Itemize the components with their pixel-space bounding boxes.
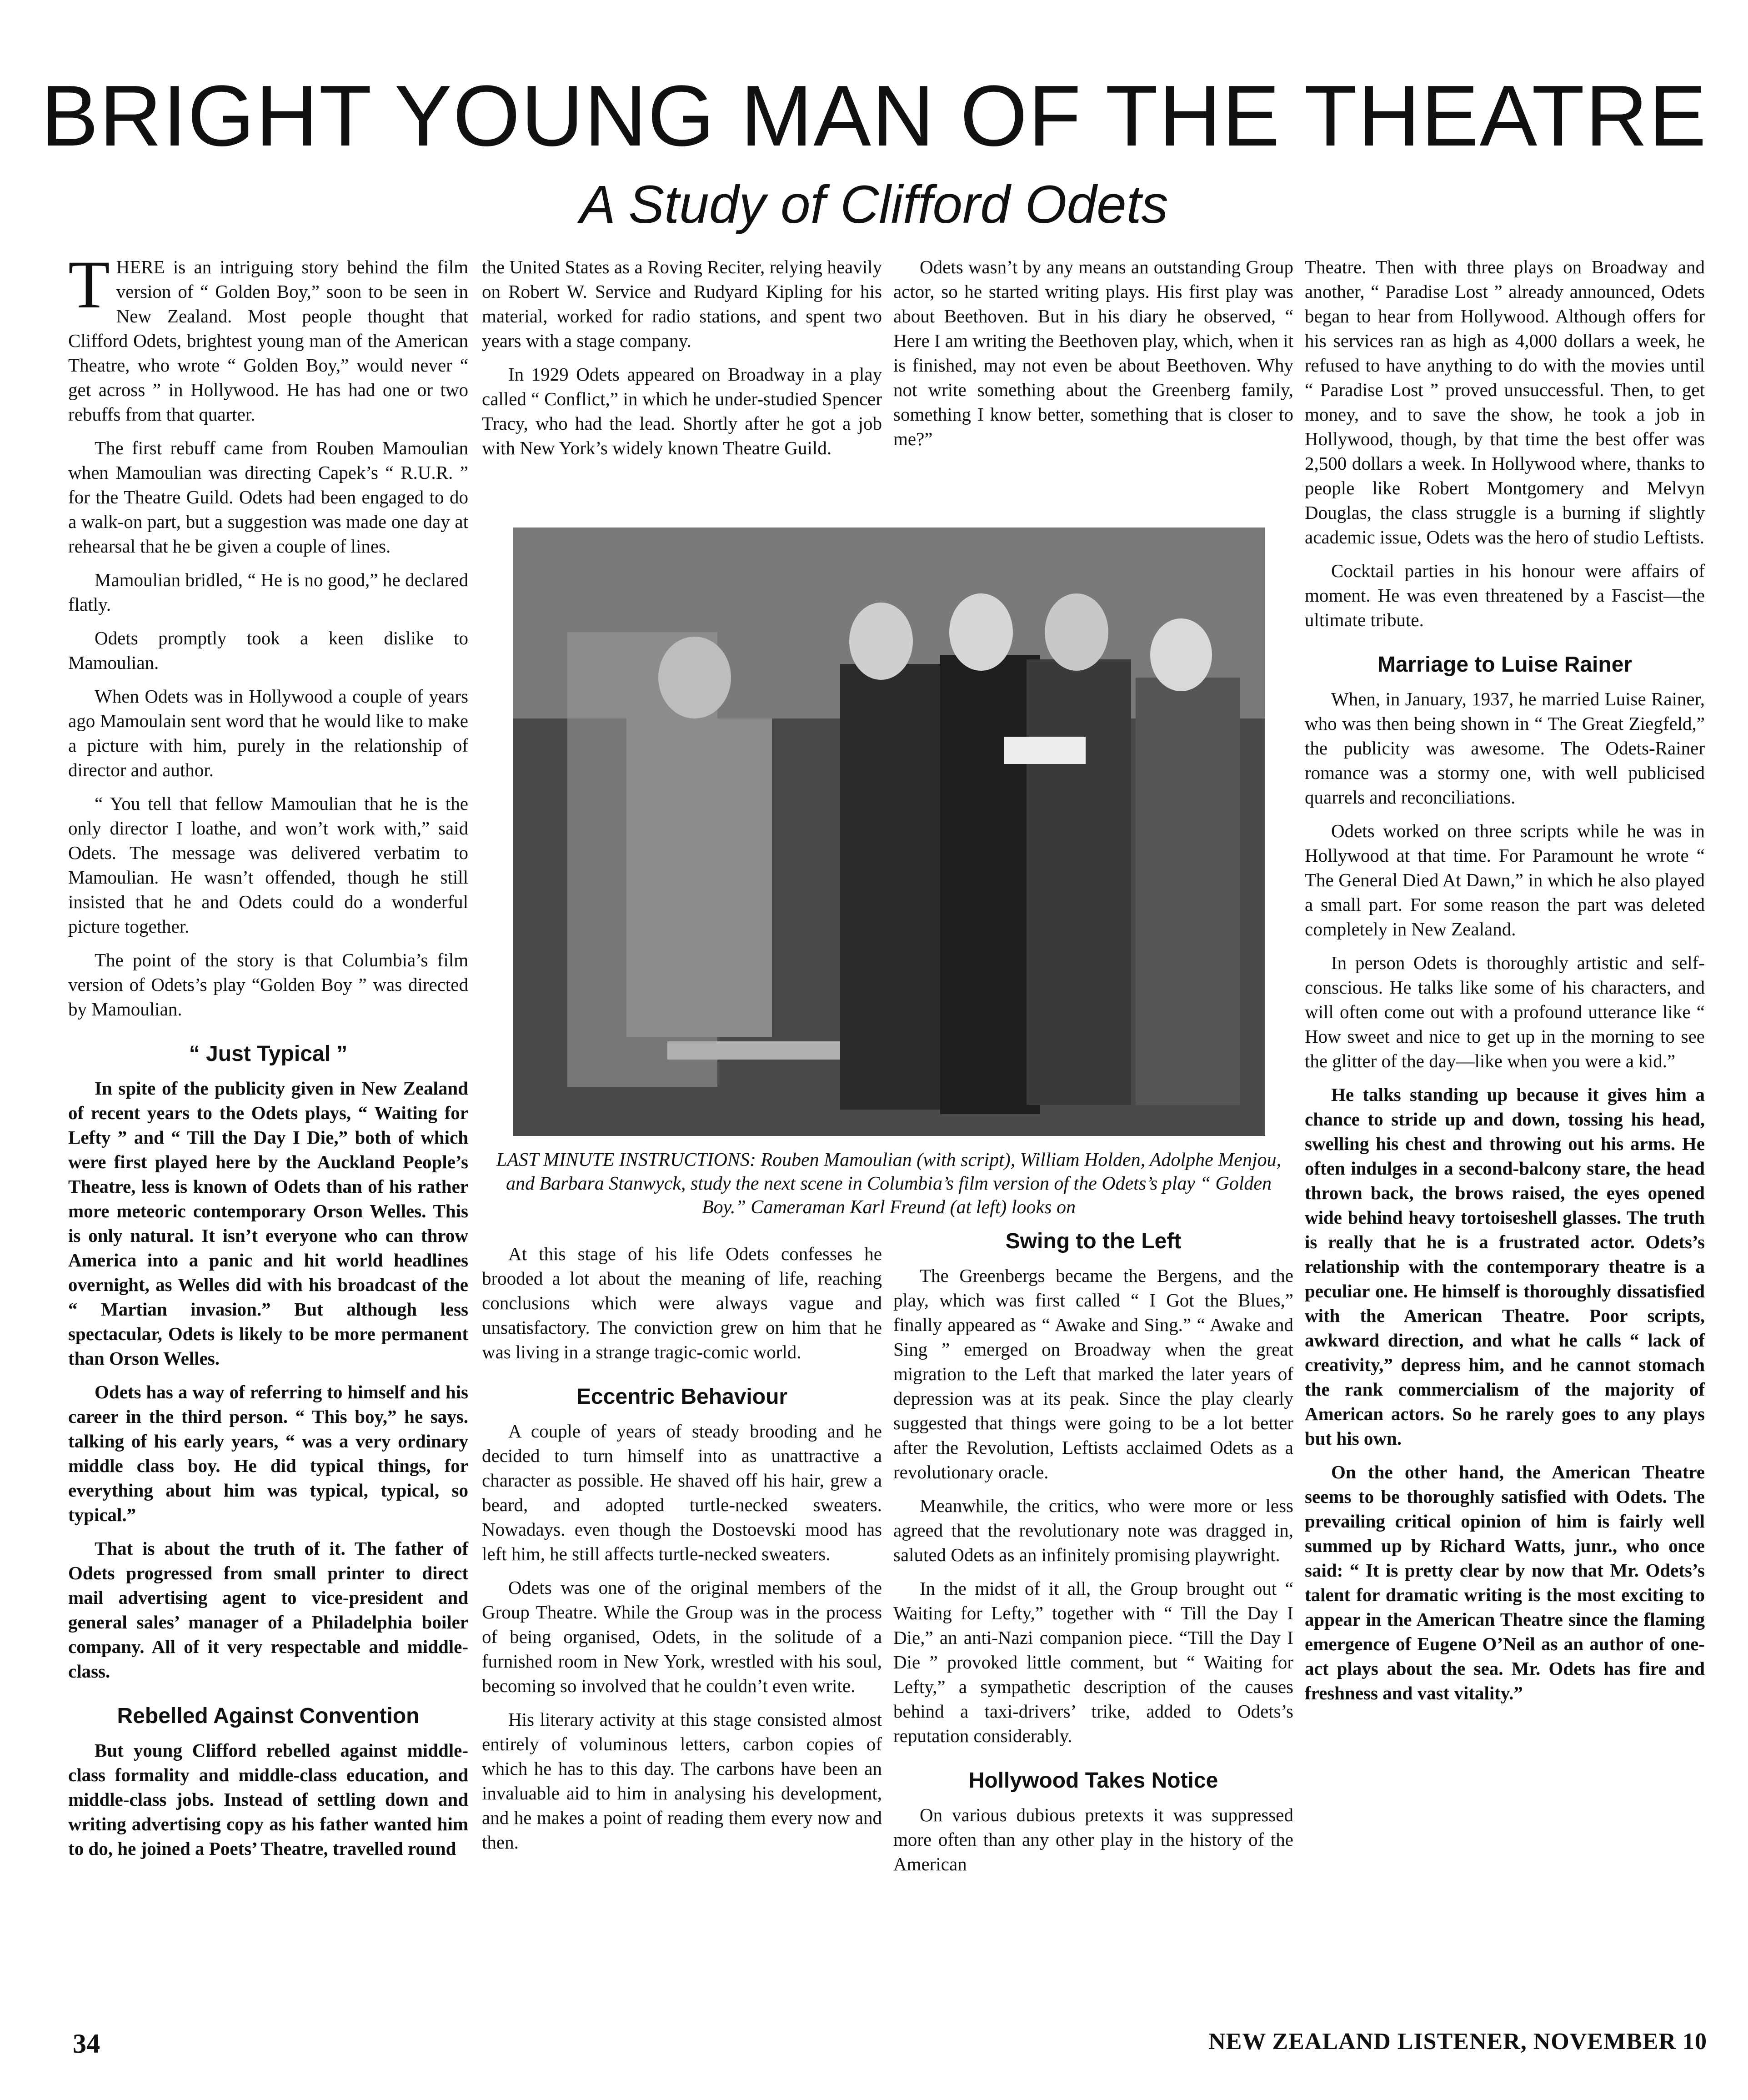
paragraph: He talks standing up because it gives him a chance to stride up and down, tossing his head, swelling his chest and throwing out his arms. He often indulges in a second-balcony stare, the head thrown back, the brows raised, the eyes opened wide behind heavy tortoiseshell glasses. The truth is really that he is a frustrated actor. Odets’s relationship with the contemporary theatre is a peculiar one. He himself is thoroughly dissatisfied with the American Theatre. Poor scripts, awkward direction, and what he calls “ lack of creativity,” depress him, and he cannot stomach the rank commercialism of the majority of American actors. So he rarely goes to any plays but his own.	[1305, 1084, 1705, 1449]
section-heading: “ Just Typical ”	[189, 1042, 348, 1066]
section-heading: Swing to the Left	[1005, 1229, 1182, 1253]
paragraph: “ You tell that fellow Mamoulian that he is the only director I loathe, and won’t work with,” said Odets. The message was delivered verbatim to Mamoulian. He wasn’t offended, though he still insisted that he and Odets could do a wonderful picture together.	[68, 793, 468, 937]
column-2-bottom	[482, 1241, 882, 1864]
section-heading: Eccentric Behaviour	[576, 1385, 788, 1409]
paragraph: Odets worked on three scripts while he was in Hollywood at that time. For Paramount he wrote “ The General Died At Dawn,” in which he also played a small part. For some reason the part was deleted completely in New Zealand.	[1305, 820, 1705, 939]
column-4	[1305, 255, 1705, 1714]
paragraph: On various dubious pretexts it was suppressed more often than any other play in the history of the American	[893, 1804, 1293, 1874]
paragraph: In the midst of it all, the Group brought out “ Waiting for Lefty,” together with “ Till the Day I Die,” an anti-Nazi companion piece. “Till the Day I Die ” provoked little comment, but “ Waiting for Lefty,” a sympathetic description of the causes behind a taxi-drivers’ trike, added to Odets’s reputation considerably.	[893, 1578, 1293, 1746]
film-still-photo	[513, 528, 1265, 1136]
paragraph: the United States as a Roving Reciter, relying heavily on Robert W. Service and Rudyard Kipling for his material, worked for radio stations, and spent two years with a stage company.	[482, 256, 882, 351]
paragraph: The Greenbergs became the Bergens, and the play, which was first called “ I Got the Blues,” finally appeared as “ Awake and Sing.” “ Awake and Sing ” emerged on Broadway when the great migration to the Left that marked the later years of depression was at its peak. Since the play clearly suggested that things were going to be a lot better after the Revolution, Leftists acclaimed Odets as a revolutionary oracle.	[893, 1265, 1293, 1482]
paragraph: Cocktail parties in his honour were affairs of moment. He was even threatened by a Fascist—the ultimate tribute.	[1305, 560, 1705, 630]
paragraph: The first rebuff came from Rouben Mamoulian when Mamoulian was directing Capek’s “ R.U.R. ” for the Theatre Guild. Odets had been engaged to do a walk-on part, but a suggestion was made one day at rehearsal that he be given a couple of lines.	[68, 437, 468, 557]
paragraph: Odets has a way of referring to himself and his career in the third person. “ This boy,” he says. talking of his early years, “ was a very ordinary middle class boy. He did typical things, for everything about him was typical, typical, so typical.”	[68, 1382, 468, 1525]
paragraph: But young Clifford rebelled against middle-class formality and middle-class education, and middle-class jobs. Instead of settling down and writing advertising copy as his father wanted him to do, he joined a Poets’ Theatre, travelled round	[68, 1740, 468, 1859]
section-heading: Marriage to Luise Rainer	[1377, 653, 1633, 677]
paragraph: At this stage of his life Odets confesses he brooded a lot about the meaning of life, reaching conclusions which were always vague and unsatisfactory. The conviction grew on him that he was living in a strange tragic-comic world.	[482, 1243, 882, 1362]
paragraph: Odets promptly took a keen dislike to Mamoulian.	[68, 628, 468, 673]
headline: BRIGHT YOUNG MAN OF THE THEATRE	[40, 68, 1708, 164]
paragraph: In 1929 Odets appeared on Broadway in a play called “ Conflict,” in which he under-studied Spencer Tracy, who had the lead. Shortly after he got a job with New York’s widely known Theatre Guild.	[482, 364, 882, 458]
section-heading: Hollywood Takes Notice	[968, 1768, 1218, 1793]
paragraph: Meanwhile, the critics, who were more or less agreed that the revolutionary note was dragged in, saluted Odets as an infinitely promising playwright.	[893, 1495, 1293, 1565]
paragraph: That is about the truth of it. The father of Odets progressed from small printer to direct mail advertising agent to vice-president and general sales’ manager of a Philadelphia boiler company. All of it very respectable and middle-class.	[68, 1538, 468, 1682]
section-heading: Rebelled Against Convention	[117, 1704, 420, 1728]
paragraph: His literary activity at this stage consisted almost entirely of voluminous letters, carbon copies of which he has to this day. The carbons have been an invaluable aid to him in analysing his development, and he makes a point of reading them every now and then.	[482, 1709, 882, 1853]
photo-caption: LAST MINUTE INSTRUCTIONS: Rouben Mamoulian (with script), William Holden, Adolphe Menjou, and Barbara Stanwyck, study the next scene in Columbia’s film version of the Odets’s play “ Golden Boy.” Cameraman Karl Freund (at left) looks on	[496, 1150, 1282, 1218]
paragraph: THERE is an intriguing story behind the film version of “ Golden Boy,” soon to be seen in New Zealand. Most people thought that Clifford Odets, brightest young man of the American Theatre, who wrote “ Golden Boy,” would never “ get across ” in Hollywood. He has had one or two rebuffs from that quarter.	[68, 247, 468, 425]
paragraph: In spite of the publicity given in New Zealand of recent years to the Odets plays, “ Waiting for Lefty ” and “ Till the Day I Die,” both of which were first played here by the Auckland People’s Theatre, less is known of Odets than of his rather more meteoric contemporary Orson Welles. This is only natural. It isn’t everyone who can throw America into a panic and hit world headlines overnight, as Welles did with his broadcast of the “ Martian invasion.” But although less spectacular, Odets is likely to be more permanent than Orson Welles.	[68, 1078, 468, 1369]
paragraph: When Odets was in Hollywood a couple of years ago Mamoulain sent word that he would like to make a picture with him, purely in the relationship of director and author.	[68, 686, 468, 780]
photo-placeholder	[513, 528, 1265, 1136]
paragraph: Odets was one of the original members of the Group Theatre. While the Group was in the process of being organised, Odets, in the solitude of a furnished room in New York, wrestled with his soul, becoming so involved that he couldn’t even write.	[482, 1577, 882, 1696]
column-3-bottom	[893, 1228, 1293, 1885]
paragraph: Odets wasn’t by any means an outstanding Group actor, so he started writing plays. His first play was about Beethoven. But in his diary he observed, “ Here I am writing the Beethoven play, which, when it is finished, may not even be about Beethoven. Why not write something about the Greenberg family, something I know better, something that is closer to me?”	[893, 256, 1293, 449]
paragraph: Mamoulian bridled, “ He is no good,” he declared flatly.	[68, 569, 468, 615]
paragraph: A couple of years of steady brooding and he decided to turn himself into as unattractive a character as possible. He shaved off his hair, grew a beard, and adopted turtle-necked sweaters. Nowadays. even though the Dostoevski mood has left him, he still affects turtle-necked sweaters.	[482, 1421, 882, 1564]
page-number: 34	[73, 2029, 100, 2059]
paragraph: Theatre. Then with three plays on Broadway and another, “ Paradise Lost ” already announced, Odets began to hear from Hollywood. Although offers for his services ran as high as 4,000 dollars a week, he refused to have anything to do with the movies until “ Paradise Lost ” proved unsuccessful. Then, to get money, and to save the show, he took a job in Hollywood, though, by that time the best offer was 2,500 dollars a week. In Hollywood where, thanks to people like Robert Montgomery and Melvyn Douglas, the class struggle is a burning if slightly academic issue, Odets was the hero of studio Leftists.	[1305, 256, 1705, 548]
column-2-top	[482, 255, 882, 469]
paragraph: On the other hand, the American Theatre seems to be thoroughly satisfied with Odets. The prevailing critical opinion of him is fairly well summed up by Richard Watts, junr., who once said: “ It is pretty clear by now that Mr. Odets’s talent for dramatic writing is the most exciting to appear in the American Theatre since the flaming emergence of Eugene O’Neil as an author of one-act plays about the sea. Mr. Odets has fire and freshness and vast vitality.”	[1305, 1462, 1705, 1703]
magazine-footer: NEW ZEALAND LISTENER, NOVEMBER 10	[1208, 2029, 1707, 2055]
paragraph: The point of the story is that Columbia’s film version of Odets’s play “Golden Boy ” was directed by Mamoulian.	[68, 950, 468, 1020]
column-3-top	[893, 255, 1293, 460]
paragraph: In person Odets is thoroughly artistic and self-conscious. He talks like some of his characters, and will often come out with a profound utterance like “ How sweet and nice to get up in the morning to see the glitter of the day—like when you were a kid.”	[1305, 952, 1705, 1071]
subheadline: A Study of Clifford Odets	[580, 175, 1168, 235]
drop-cap: T	[68, 247, 110, 322]
paragraph: When, in January, 1937, he married Luise Rainer, who was then being shown in “ The Great Ziegfeld,” the publicity was awesome. The Odets-Rainer romance was a stormy one, with well publicised quarrels and reconciliations.	[1305, 688, 1705, 808]
column-1	[68, 247, 468, 1870]
